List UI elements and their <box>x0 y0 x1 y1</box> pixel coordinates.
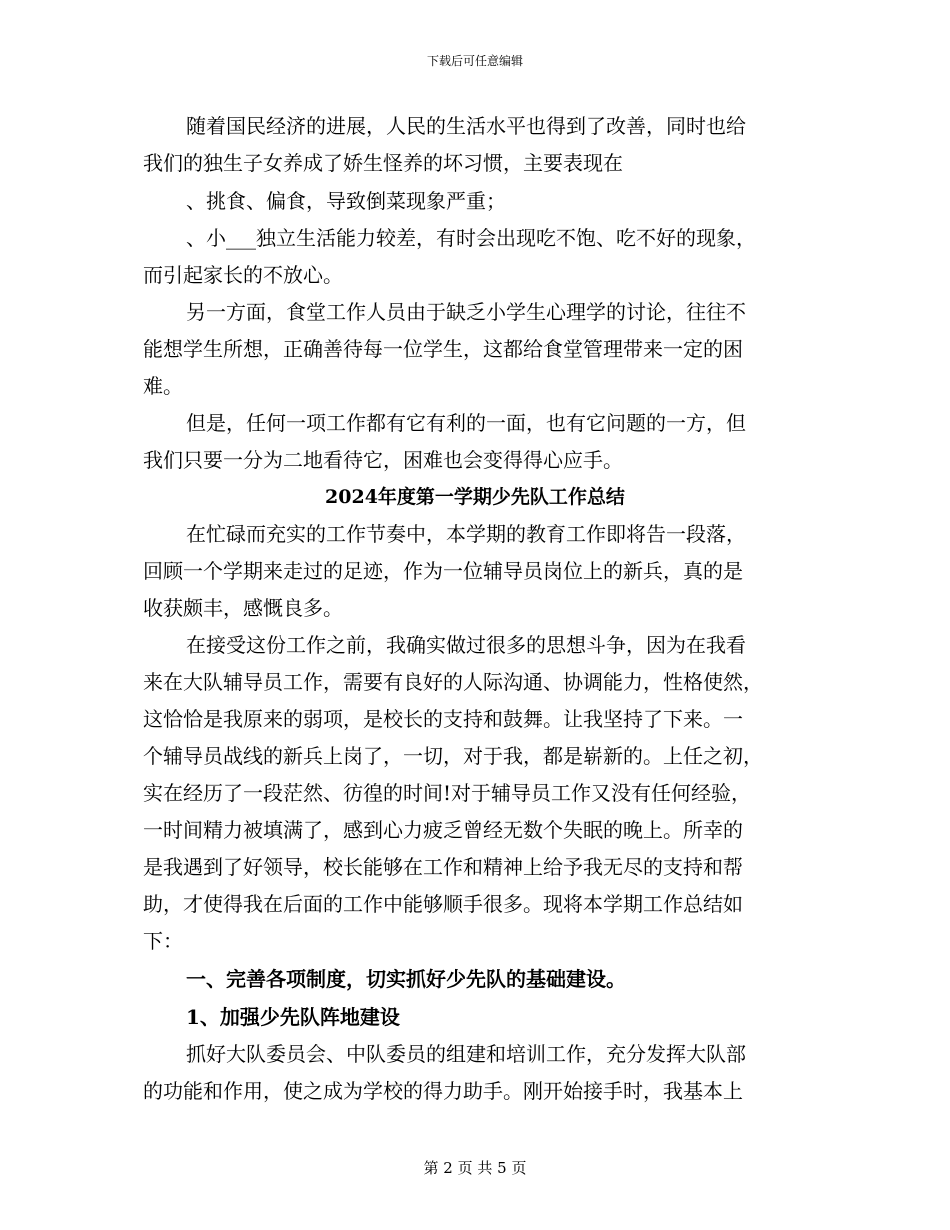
section-heading: 一、完善各项制度，切实抓好少先队的基础建设。 <box>186 967 626 991</box>
body-line: 另一方面，食堂工作人员由于缺乏小学生心理学的讨论，往往不 <box>186 300 746 324</box>
body-line: 、挑食、偏食，导致倒菜现象严重； <box>186 189 506 213</box>
body-line: 我们的独生子女养成了娇生怪养的坏习惯，主要表现在 <box>143 151 623 175</box>
body-line: 抓好大队委员会、中队委员的组建和培训工作，充分发挥大队部 <box>186 1042 746 1066</box>
body-line: 的功能和作用，使之成为学校的得力助手。刚开始接手时，我基本上 <box>143 1079 743 1103</box>
body-line: 实在经历了一段茫然、彷徨的时间!对于辅导员工作又没有任何经验， <box>143 781 752 805</box>
body-line: 下： <box>143 929 183 953</box>
body-line: 难。 <box>143 374 183 398</box>
body-line: 、小___独立生活能力较差，有时会出现吃不饱、吃不好的现象， <box>186 226 756 250</box>
subsection-heading: 1、加强少先队阵地建设 <box>186 1005 400 1029</box>
body-line: 我们只要一分为二地看待它，困难也会变得得心应手。 <box>143 448 623 472</box>
body-line: 这恰恰是我原来的弱项，是校长的支持和鼓舞。让我坚持了下来。一 <box>143 707 743 731</box>
document-title: 2024年度第一学期少先队工作总结 <box>325 486 625 508</box>
body-line: 来在大队辅导员工作，需要有良好的人际沟通、协调能力，性格使然， <box>143 670 763 694</box>
page-header: 下载后可任意编辑 <box>426 54 523 68</box>
body-line: 能想学生所想，正确善待每一位学生，这都给食堂管理带来一定的困 <box>143 337 743 361</box>
body-line: 在忙碌而充实的工作节奏中，本学期的教育工作即将告一段落， <box>186 522 746 546</box>
body-line: 一时间精力被填满了，感到心力疲乏曾经无数个失眠的晚上。所幸的 <box>143 818 743 842</box>
body-line: 助，才使得我在后面的工作中能够顺手很多。现将本学期工作总结如 <box>143 892 743 916</box>
body-line: 个辅导员战线的新兵上岗了，一切，对于我，都是崭新的。上任之初， <box>143 744 763 768</box>
body-line: 在接受这份工作之前，我确实做过很多的思想斗争，因为在我看 <box>186 633 746 657</box>
body-line: 是我遇到了好领导，校长能够在工作和精神上给予我无尽的支持和帮 <box>143 855 743 879</box>
body-line: 随着国民经济的进展，人民的生活水平也得到了改善，同时也给 <box>186 114 746 138</box>
body-line: 回顾一个学期来走过的足迹，作为一位辅导员岗位上的新兵，真的是 <box>143 559 743 583</box>
body-line: 但是，任何一项工作都有它有利的一面，也有它问题的一方，但 <box>186 411 746 435</box>
body-line: 收获颇丰，感慨良多。 <box>143 596 343 620</box>
page-footer: 第 2 页 共 5 页 <box>423 1159 527 1177</box>
body-line: 而引起家长的不放心。 <box>143 263 343 287</box>
